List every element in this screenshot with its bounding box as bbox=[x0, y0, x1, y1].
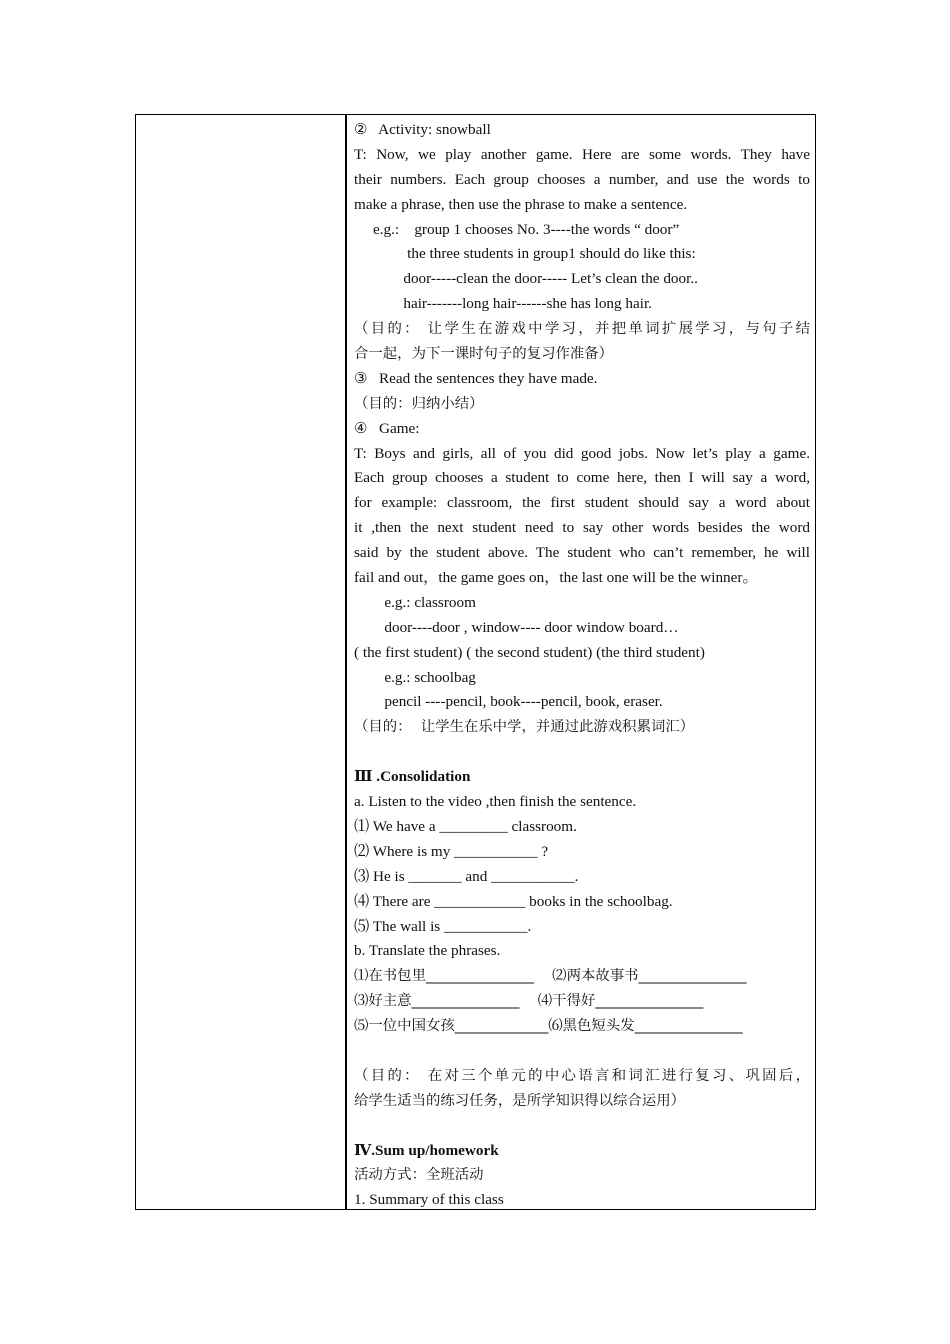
column-divider bbox=[345, 115, 347, 1209]
paragraph-line: make a phrase, then use the phrase to make a sentence. bbox=[354, 195, 688, 213]
blank-line bbox=[354, 740, 810, 765]
purpose-note: （目的：归纳小结） bbox=[354, 395, 484, 412]
activity-mode: 活动方式：全班活动 bbox=[354, 1167, 484, 1184]
example-line: e.g.: group 1 chooses No. 3----the words “ door” bbox=[354, 220, 680, 238]
summary-item: 1. Summary of this class bbox=[354, 1191, 504, 1209]
purpose-note: （目的： 让学生在乐中学，并通过此游戏积累词汇） bbox=[354, 719, 695, 736]
paragraph-line: their numbers. Each group chooses a number, and use the words to bbox=[354, 170, 810, 188]
example-line: hair-------long hair------she has long hair. bbox=[354, 295, 652, 313]
paragraph-line: T: Boys and girls, all of you did good jobs. Now let’s play a game. bbox=[354, 444, 810, 462]
exercise-item: ⑵ Where is my ___________ ? bbox=[354, 842, 549, 860]
example-line: ( the first student) ( the second student) (the third student) bbox=[354, 643, 705, 661]
paragraph-line: it ,then the next student need to say other words besides the word bbox=[354, 519, 810, 537]
exercise-instruction: b. Translate the phrases. bbox=[354, 942, 501, 960]
example-line: door----door , window---- door window board… bbox=[354, 618, 679, 636]
purpose-note: 合一起，为下一课时句子的复习作准备） bbox=[354, 346, 614, 363]
lesson-content-cell bbox=[354, 118, 810, 1213]
sum-up-heading: Ⅳ.Sum up/homework bbox=[354, 1141, 499, 1159]
exercise-instruction: a. Listen to the video ,then finish the sentence. bbox=[354, 793, 637, 811]
example-line: door-----clean the door----- Let’s clean the door.. bbox=[354, 270, 698, 288]
activity-snowball-heading: ② Activity: snowball bbox=[354, 121, 491, 138]
paragraph-line: Each group chooses a student to come here, then I will say a word, bbox=[354, 469, 810, 487]
purpose-note: 给学生适当的练习任务，是所学知识得以综合运用） bbox=[354, 1092, 685, 1109]
example-line: e.g.: schoolbag bbox=[354, 668, 476, 686]
paragraph-line: for example: classroom, the first student should say a word about bbox=[354, 494, 810, 512]
blank-line bbox=[354, 1039, 810, 1064]
activity-read-heading: ③ Read the sentences they have made. bbox=[354, 369, 598, 387]
lesson-plan-table bbox=[135, 114, 816, 1210]
paragraph-line: fail and out，the game goes on，the last one will be the winner。 bbox=[354, 569, 758, 587]
exercise-item: ⑶ He is _______ and ___________. bbox=[354, 867, 579, 885]
paragraph-line: said by the student above. The student who can’t remember, he will bbox=[354, 544, 810, 562]
example-line: pencil ----pencil, book----pencil, book, eraser. bbox=[354, 693, 663, 711]
purpose-note: （目的： 让学生在游戏中学习，并把单词扩展学习，与句子结 bbox=[354, 321, 810, 338]
blank-line bbox=[354, 1114, 810, 1139]
consolidation-heading: Ⅲ .Consolidation bbox=[354, 768, 471, 786]
translate-item: ⑶好主意_______________ ⑷干得好_______________ bbox=[354, 993, 704, 1010]
translate-item: ⑸一位中国女孩_____________⑹黑色短头发_______________ bbox=[354, 1018, 743, 1035]
activity-game-heading: ④ Game: bbox=[354, 419, 420, 437]
exercise-item: ⑸ The wall is ___________. bbox=[354, 917, 532, 935]
example-line: the three students in group1 should do like this: bbox=[354, 245, 696, 263]
paragraph-line: T: Now, we play another game. Here are some words. They have bbox=[354, 145, 810, 163]
purpose-note: （目的： 在对三个单元的中心语言和词汇进行复习、巩固后， bbox=[354, 1067, 810, 1084]
exercise-item: ⑷ There are ____________ books in the schoolbag. bbox=[354, 892, 673, 910]
exercise-item: ⑴ We have a _________ classroom. bbox=[354, 817, 577, 835]
example-line: e.g.: classroom bbox=[354, 593, 476, 611]
translate-item: ⑴在书包里_______________ ⑵两本故事书_______________ bbox=[354, 968, 747, 985]
